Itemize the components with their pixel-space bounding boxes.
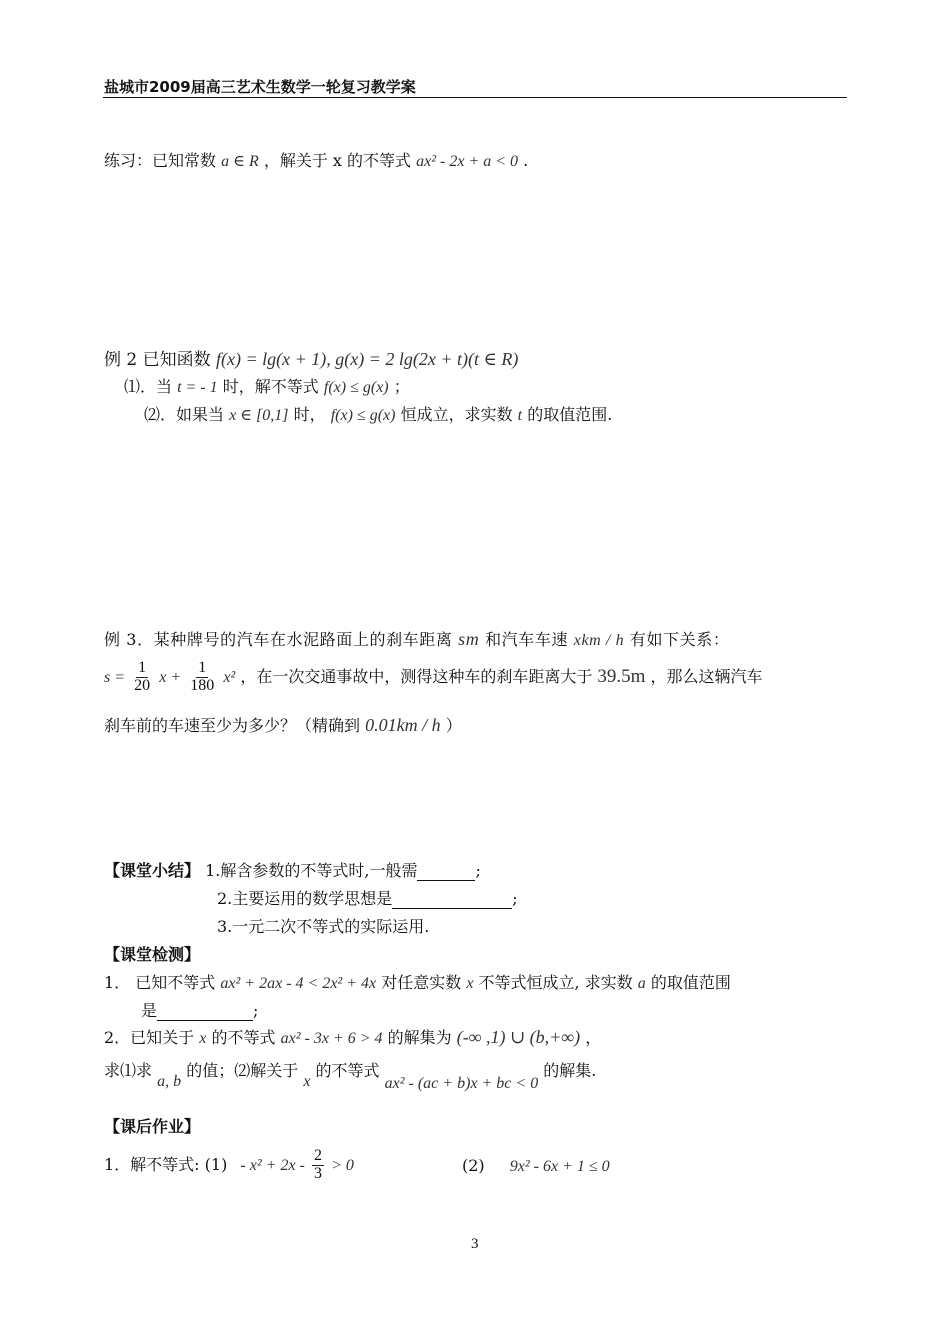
example3-line2-end: ，那么这辆汽车 [650, 666, 763, 686]
practice-mid: ，解关于 x 的不等式 [263, 151, 412, 170]
example2-line [104, 345, 518, 370]
summary-line2 [217, 886, 518, 909]
example3-speed: xkm / h [573, 632, 625, 649]
practice-end: . [523, 151, 529, 170]
example2-p1-condition: t = - 1 [177, 379, 218, 396]
fraction-numerator: 2 [313, 1147, 322, 1164]
page-number: 3 [471, 1236, 479, 1252]
header-rule [103, 97, 847, 98]
example3-distance: 39.5m [597, 665, 646, 687]
check-q1-text-d: 的取值范围 [650, 973, 731, 992]
example2-p2-inequality: f(x) ≤ g(x) [330, 407, 396, 424]
example2-part1 [124, 374, 410, 397]
example3-plus: x + [159, 668, 182, 686]
summary-heading: 【课堂小结】 [104, 861, 201, 880]
check-q1-line1 [104, 970, 731, 993]
check-q2-x2: x [303, 1073, 311, 1090]
homework-q2-inequality: 9x² - 6x + 1 ≤ 0 [509, 1158, 610, 1175]
example2-p2-end: 的取值范围. [527, 405, 613, 424]
example3-sm: sm [458, 629, 480, 649]
practice-condition: a ∈ R [221, 153, 259, 170]
check-q2-line2-a: 求⑴求 [104, 1061, 153, 1080]
homework-fraction-2-3 [312, 1148, 324, 1183]
example3-line3-end: ） [445, 716, 462, 735]
example2-p2-mid: 时， [293, 405, 326, 424]
check-q2-line2-b: 的值；⑵解关于 [186, 1061, 299, 1080]
check-q1-text-b: 对任意实数 [381, 973, 462, 992]
homework-q1 [104, 1148, 354, 1183]
example2-functions: f(x) = lg(x + 1), g(x) = 2 lg(2x + t)(t ∈ R) [216, 349, 519, 369]
check-q1-text-a: 已知不等式 [135, 973, 216, 992]
homework-q2 [462, 1156, 610, 1176]
example2-p2-prefix: ⑵．如果当 [144, 405, 225, 424]
summary-item2-end: ; [512, 889, 518, 908]
example2-p1-end: ； [393, 377, 410, 396]
summary-blank-1 [417, 861, 475, 881]
example3-x2: x² [223, 668, 236, 686]
check-q1-end: ; [253, 1001, 259, 1020]
example3-text-b: 和汽车车速 [485, 630, 569, 649]
fraction-numerator: 1 [138, 659, 147, 676]
summary-item1: 1.解含参数的不等式时,一般需 [205, 861, 418, 880]
example3-line1 [104, 627, 729, 650]
fraction-numerator: 1 [198, 659, 207, 676]
summary-item2: 2.主要运用的数学思想是 [217, 889, 393, 908]
homework-q1-label: 1．解不等式: (1) [104, 1154, 228, 1174]
example2-p1-mid: 时，解不等式 [222, 377, 319, 396]
check-q1-line2 [141, 998, 258, 1021]
check-q2-line2 [104, 1058, 597, 1092]
check-q2-text-a: 2．已知关于 [104, 1028, 195, 1047]
check-q1-blank [157, 1001, 253, 1021]
check-q2-line2-c: 的不等式 [315, 1061, 380, 1080]
summary-line3 [217, 914, 429, 937]
example2-p1-prefix: ⑴．当 [124, 377, 173, 396]
check-q2-ab: a, b [157, 1073, 182, 1090]
check-q2-line1 [104, 1025, 601, 1048]
fraction-denominator: 20 [134, 676, 151, 694]
homework-q1-a: - x² + 2x - [240, 1156, 305, 1174]
example2-p2-text: 恒成立，求实数 [400, 405, 513, 424]
example2-part2 [144, 402, 612, 425]
fraction-denominator: 3 [313, 1164, 322, 1182]
homework-q1-b: > 0 [331, 1156, 354, 1174]
check-q2-inequality2: ax² - (ac + b)x + bc < 0 [384, 1075, 539, 1092]
homework-heading: 【课后作业】 [104, 1117, 201, 1136]
example3-fraction-1-180 [188, 660, 216, 695]
example3-fraction-1-20 [132, 660, 152, 695]
practice-line [104, 148, 528, 171]
check-q1-inequality: ax² + 2ax - 4 < 2x² + 4x [220, 975, 377, 992]
example3-line3 [104, 713, 462, 736]
summary-blank-2 [392, 889, 512, 909]
check-q2-x: x [199, 1030, 207, 1047]
check-q1-a: a [637, 975, 646, 992]
example3-line3-text: 刹车前的车速至少为多少？（精确到 [104, 716, 361, 735]
example3-precision: 0.01km / h [365, 715, 441, 735]
check-q2-text-c: 的解集为 [387, 1028, 452, 1047]
fraction-denominator: 180 [190, 676, 215, 694]
summary-line1 [104, 858, 481, 881]
check-q2-text-b: 的不等式 [211, 1028, 276, 1047]
summary-item3: 3.一元二次不等式的实际运用. [217, 917, 430, 936]
example2-p1-inequality: f(x) ≤ g(x) [323, 379, 389, 396]
example2-label: 例 2 已知函数 [104, 350, 211, 370]
check-q2-inequality: ax² - 3x + 6 > 4 [280, 1030, 383, 1047]
example3-line2 [104, 660, 763, 695]
example2-p2-condition: x ∈ [0,1] [229, 407, 289, 424]
practice-label: 练习：已知常数 [104, 151, 217, 170]
example3-text-c: 有如下关系： [629, 630, 730, 649]
page-header-title: 盐城市2009届高三艺术生数学一轮复习教学案 [104, 78, 416, 96]
summary-item1-end: ; [475, 861, 481, 880]
homework-q2-label: (2) [462, 1156, 485, 1175]
example3-text-a: 例 3．某种牌号的汽车在水泥路面上的刹车距离 [104, 630, 453, 649]
example2-p2-var: t [517, 407, 523, 424]
example3-s-eq: s = [104, 668, 126, 686]
check-q2-solution-set: (-∞ ,1) ∪ (b,+∞) [456, 1027, 581, 1047]
check-q2-line2-d: 的解集. [543, 1061, 597, 1080]
check-q2-end: ， [585, 1028, 602, 1047]
check-q1-number: 1． [104, 973, 131, 992]
practice-inequality: ax² - 2x + a < 0 [416, 153, 519, 170]
check-q1-x: x [466, 975, 474, 992]
example3-line2-text: ，在一次交通事故中，测得这种车的刹车距离大于 [240, 666, 593, 686]
check-q1-line2-text: 是 [141, 1001, 158, 1020]
check-q1-text-c: 不等式恒成立, 求实数 [478, 973, 633, 992]
check-heading: 【课堂检测】 [104, 945, 201, 964]
